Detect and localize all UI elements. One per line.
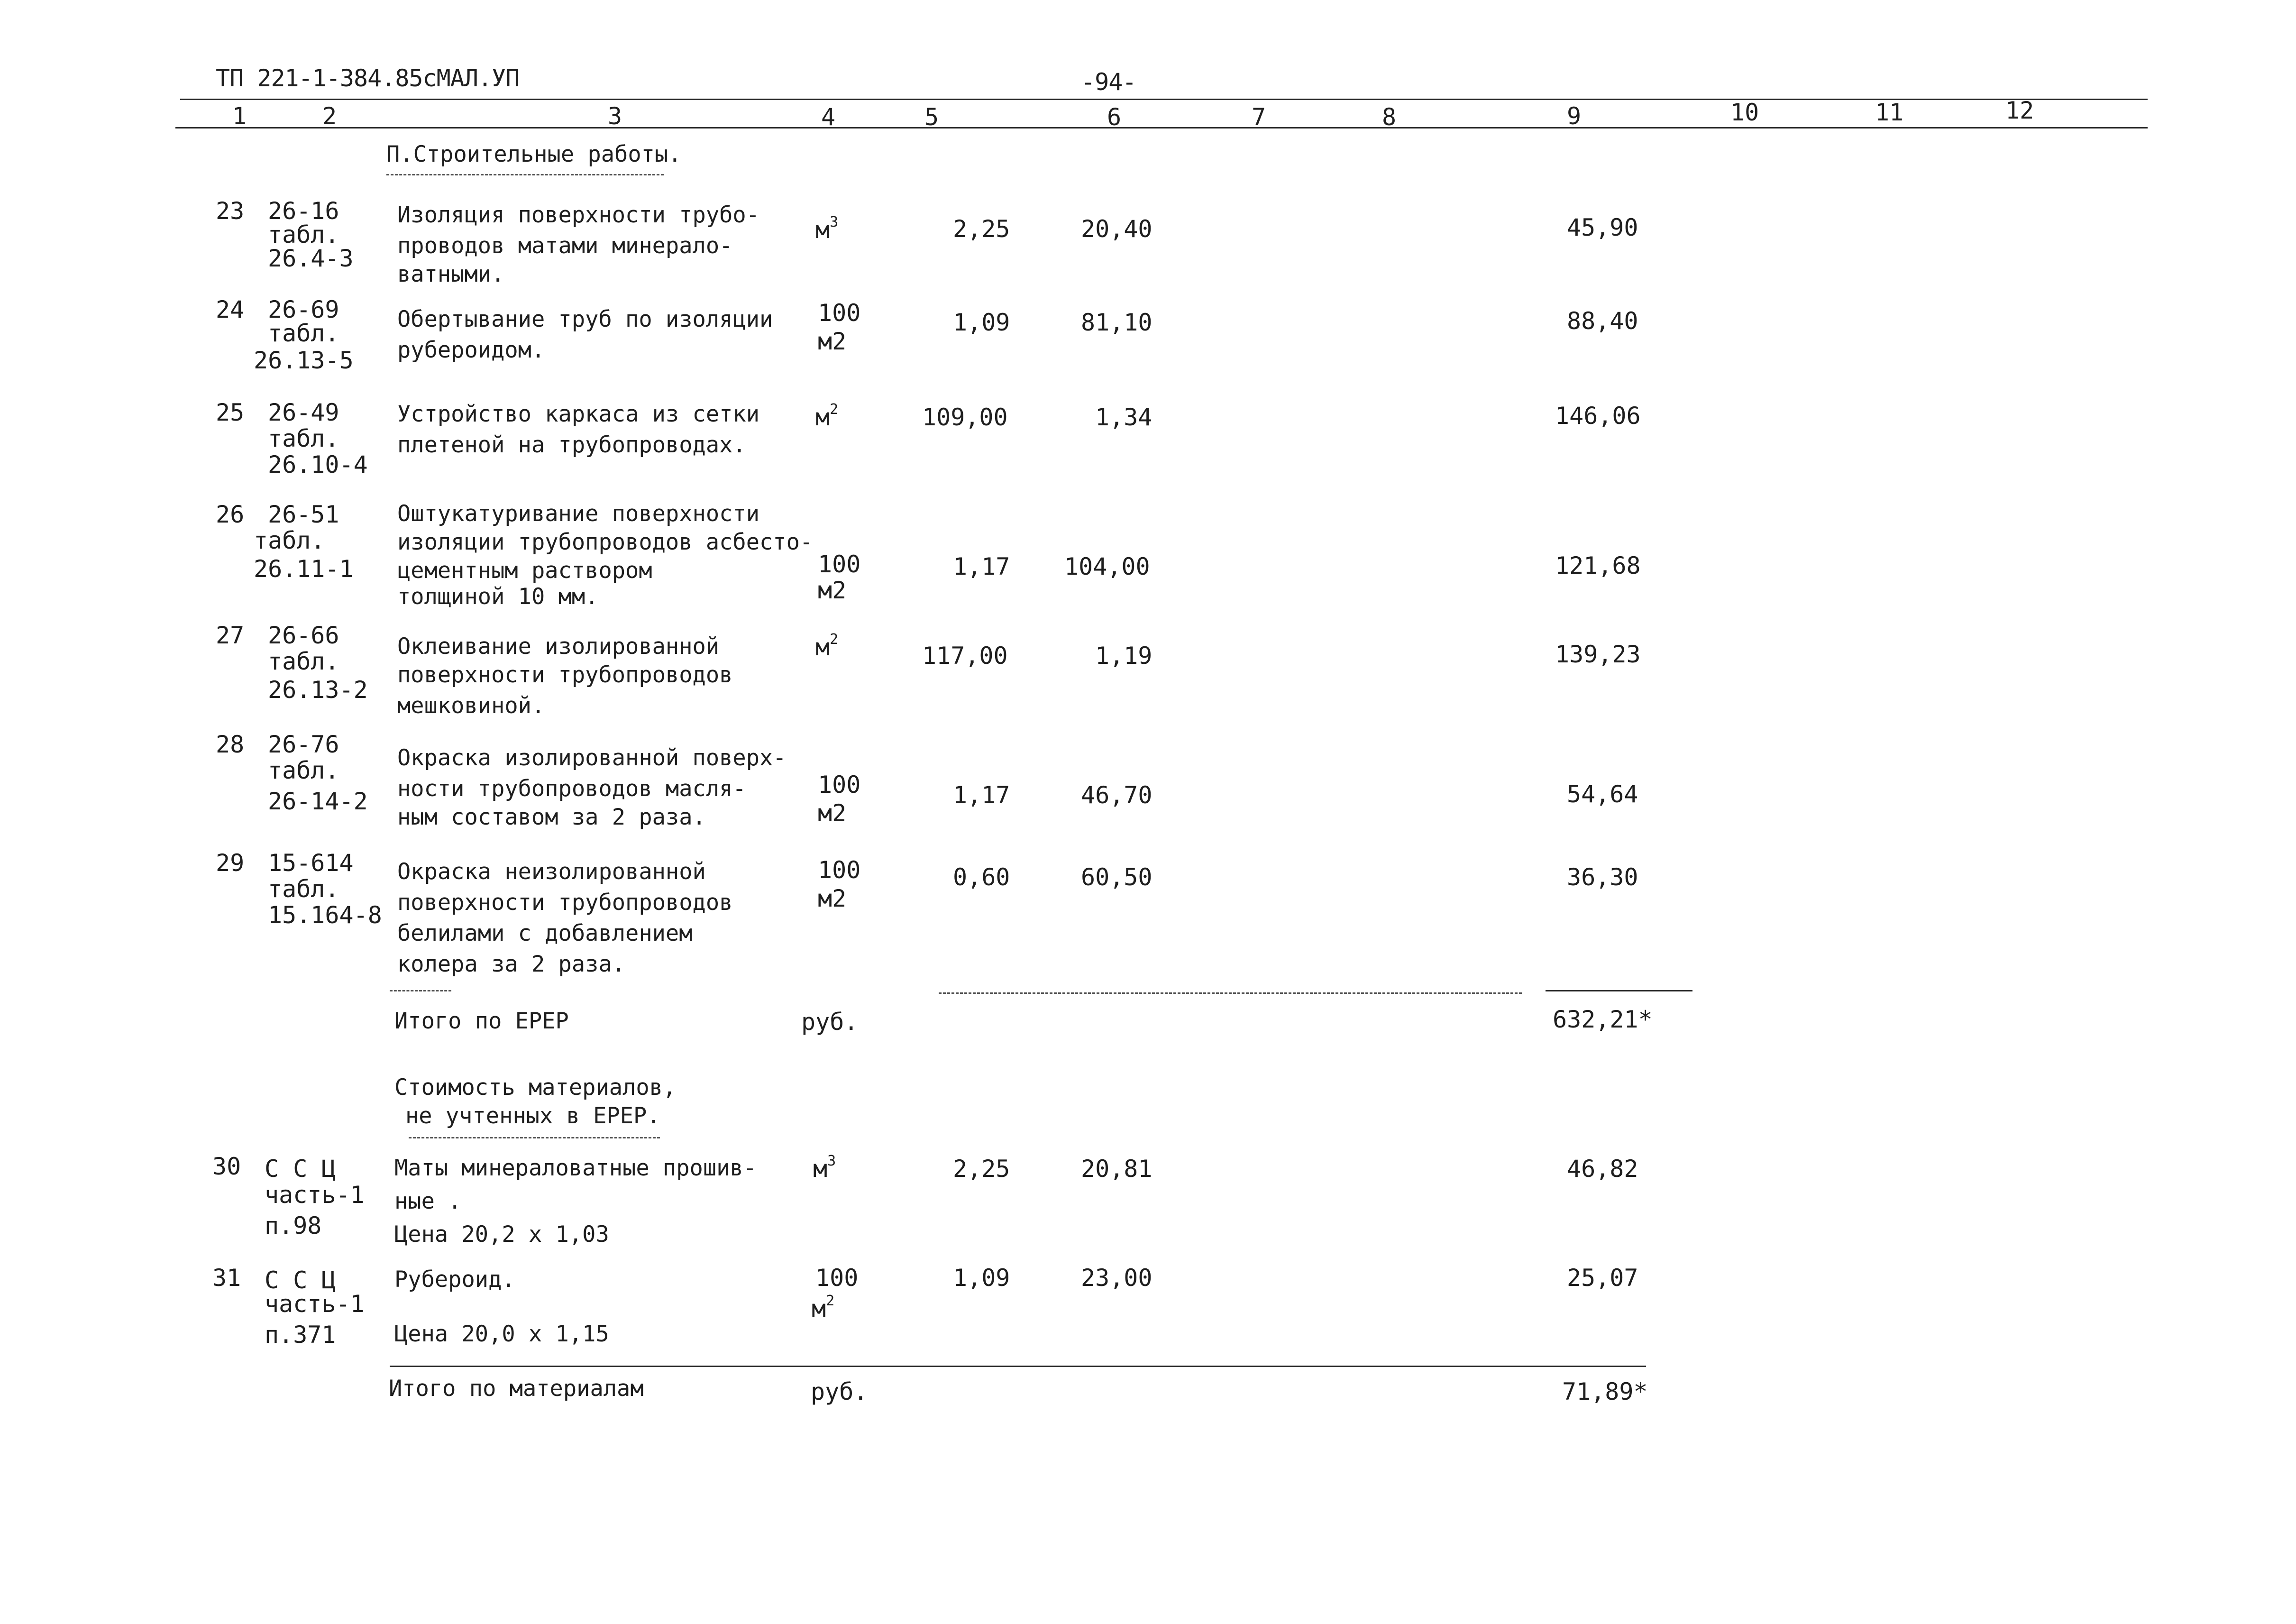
header-top-rule (180, 99, 2148, 100)
unit-second-line: $м^2$ (812, 1293, 835, 1322)
column-number-2: 2 (322, 102, 337, 130)
work-description-line: поверхности трубопроводов (397, 662, 733, 688)
page-number: -94- (1081, 68, 1136, 96)
section-title: П.Строительные работы. (386, 141, 682, 167)
column-number-4: 4 (821, 103, 836, 131)
work-description-line: проводов матами минерало- (397, 233, 733, 259)
column-number-10: 10 (1730, 99, 1759, 126)
subtotal-label: Итого по материалам (389, 1376, 644, 1402)
work-description-line: цементным раствором (397, 558, 652, 584)
row-number: 24 (216, 296, 245, 323)
norm-code: С С Ц (265, 1266, 336, 1294)
quantity: 1,09 (953, 309, 1010, 336)
materials-title-line: не учтенных в ЕРЕР. (405, 1103, 660, 1129)
norm-table: табл. (268, 648, 339, 675)
unit-second-line: м2 (818, 328, 847, 355)
material-description-line: Маты минераловатные прошив- (394, 1155, 757, 1181)
row-number: 27 (216, 622, 245, 649)
norm-item: 26.13-2 (268, 676, 368, 704)
work-description-line: Окраска изолированной поверх- (397, 745, 787, 771)
unit-price: 46,70 (1081, 781, 1153, 809)
work-description-line: ности трубопроводов масля- (397, 776, 746, 802)
unit-price: 81,10 (1081, 309, 1153, 336)
unit-price: 104,00 (1064, 553, 1150, 580)
norm-item: п.371 (265, 1321, 336, 1349)
norm-code: С С Ц (265, 1155, 336, 1183)
unit: 100 (818, 771, 861, 798)
work-description-line: Окраска неизолированной (397, 859, 706, 885)
subtotal-label: Итого по ЕРЕР (394, 1008, 569, 1034)
work-description-line: ватными. (397, 261, 505, 287)
total-cost: 146,06 (1555, 402, 1641, 430)
subtotal-rule (939, 992, 1522, 994)
unit-price: 1,19 (1095, 642, 1153, 670)
norm-table: табл. (268, 875, 339, 903)
unit-second-line: м2 (818, 885, 847, 912)
unit: 100 (818, 551, 861, 578)
total-cost: 139,23 (1555, 641, 1641, 668)
work-description-line: толщиной 10 мм. (397, 584, 599, 610)
work-description-line: плетеной на трубопроводах. (397, 432, 746, 458)
norm-table: табл. (268, 221, 339, 248)
document-code: ТП 221-1-384.85сМАЛ.УП (216, 64, 520, 92)
work-description-line: рубероидом. (397, 337, 545, 363)
column-number-8: 8 (1382, 103, 1397, 131)
materials-title-underline (409, 1137, 660, 1138)
unit: 100 (815, 1264, 859, 1292)
work-description-line: изоляции трубопроводов асбесто- (397, 529, 814, 555)
column-number-11: 11 (1875, 99, 1904, 126)
total-cost: 45,90 (1567, 214, 1638, 241)
norm-code: 26-69 (268, 296, 339, 323)
column-number-3: 3 (608, 102, 622, 130)
unit-price: 20,40 (1081, 215, 1153, 243)
row-number: 25 (216, 399, 245, 426)
total-cost: 121,68 (1555, 552, 1641, 579)
norm-table: табл. (254, 527, 325, 554)
unit: $м^3$ (813, 1153, 836, 1183)
norm-item: п.98 (265, 1212, 322, 1239)
unit-price: 20,81 (1081, 1155, 1153, 1183)
column-number-5: 5 (924, 103, 939, 131)
subtotal-unit: руб. (801, 1008, 859, 1036)
subtotal-rule (1546, 990, 1692, 991)
row-number: 29 (216, 849, 245, 877)
row-number: 23 (216, 197, 245, 225)
row-number: 28 (216, 731, 245, 758)
work-description-line: Обертывание труб по изоляции (397, 306, 773, 332)
norm-code: 26-49 (268, 399, 339, 426)
subtotal-total: 71,89* (1562, 1378, 1648, 1405)
norm-code: 26-51 (268, 501, 339, 528)
unit-price: 60,50 (1081, 863, 1153, 891)
price-formula: Цена 20,2 х 1,03 (394, 1221, 609, 1248)
norm-item: 26.4-3 (268, 245, 354, 272)
work-description-line: Оклеивание изолированной (397, 633, 720, 660)
column-number-6: 6 (1107, 103, 1122, 131)
quantity: 117,00 (922, 642, 1008, 670)
work-description-line: белилами с добавлением (397, 920, 693, 946)
column-number-1: 1 (232, 102, 247, 130)
norm-table: табл. (268, 425, 339, 452)
unit: $м^2$ (815, 631, 839, 661)
unit: $м^2$ (815, 401, 839, 431)
norm-item: 15.164-8 (268, 901, 382, 929)
unit: 100 (818, 856, 861, 884)
norm-table: часть-1 (265, 1290, 365, 1318)
quantity: 2,25 (953, 1155, 1010, 1183)
quantity: 1,09 (953, 1264, 1010, 1292)
work-description-line: ным составом за 2 раза. (397, 804, 706, 830)
unit-price: 1,34 (1095, 404, 1153, 431)
quantity: 1,17 (953, 553, 1010, 580)
row-number: 31 (212, 1264, 241, 1292)
subtotal-total: 632,21* (1553, 1006, 1653, 1033)
norm-code: 26-16 (268, 197, 339, 225)
material-description-line: Рубероид. (394, 1266, 515, 1293)
unit: $м^3$ (815, 214, 839, 244)
norm-table: табл. (268, 757, 339, 784)
total-cost: 88,40 (1567, 307, 1638, 335)
quantity: 1,17 (953, 781, 1010, 809)
quantity: 2,25 (953, 215, 1010, 243)
row-number: 30 (212, 1153, 241, 1180)
material-description-line: ные . (394, 1188, 462, 1214)
price-formula: Цена 20,0 х 1,15 (394, 1321, 609, 1347)
work-description-line: поверхности трубопроводов (397, 890, 733, 916)
norm-table: часть-1 (265, 1181, 365, 1209)
norm-code: 15-614 (268, 849, 354, 877)
quantity: 109,00 (922, 404, 1008, 431)
work-description-line: мешковиной. (397, 693, 545, 719)
work-description-line: Оштукатуривание поверхности (397, 501, 760, 527)
subtotal-rule (390, 990, 451, 991)
column-number-9: 9 (1567, 102, 1582, 130)
norm-item: 26.13-5 (254, 347, 354, 374)
work-description-line: Устройство каркаса из сетки (397, 401, 760, 427)
work-description-line: Изоляция поверхности трубо- (397, 202, 760, 228)
header-bottom-rule (175, 127, 2148, 128)
norm-table: табл. (268, 320, 339, 347)
unit-second-line: м2 (818, 577, 847, 604)
norm-item: 26.11-1 (254, 555, 354, 583)
materials-subtotal-rule (390, 1366, 1646, 1367)
norm-item: 26-14-2 (268, 788, 368, 815)
norm-item: 26.10-4 (268, 451, 368, 478)
norm-code: 26-76 (268, 731, 339, 758)
quantity: 0,60 (953, 863, 1010, 891)
column-number-12: 12 (2005, 97, 2034, 124)
norm-code: 26-66 (268, 622, 339, 649)
work-description-line: колера за 2 раза. (397, 951, 626, 977)
total-cost: 36,30 (1567, 863, 1638, 891)
total-cost: 46,82 (1567, 1155, 1638, 1183)
unit-second-line: м2 (818, 799, 847, 827)
section-title-underline (386, 174, 664, 175)
unit-price: 23,00 (1081, 1264, 1153, 1292)
row-number: 26 (216, 501, 245, 528)
total-cost: 54,64 (1567, 780, 1638, 808)
total-cost: 25,07 (1567, 1264, 1638, 1292)
subtotal-unit: руб. (811, 1378, 868, 1405)
unit: 100 (818, 299, 861, 327)
column-number-7: 7 (1252, 103, 1266, 131)
materials-title-line: Стоимость материалов, (394, 1074, 677, 1101)
